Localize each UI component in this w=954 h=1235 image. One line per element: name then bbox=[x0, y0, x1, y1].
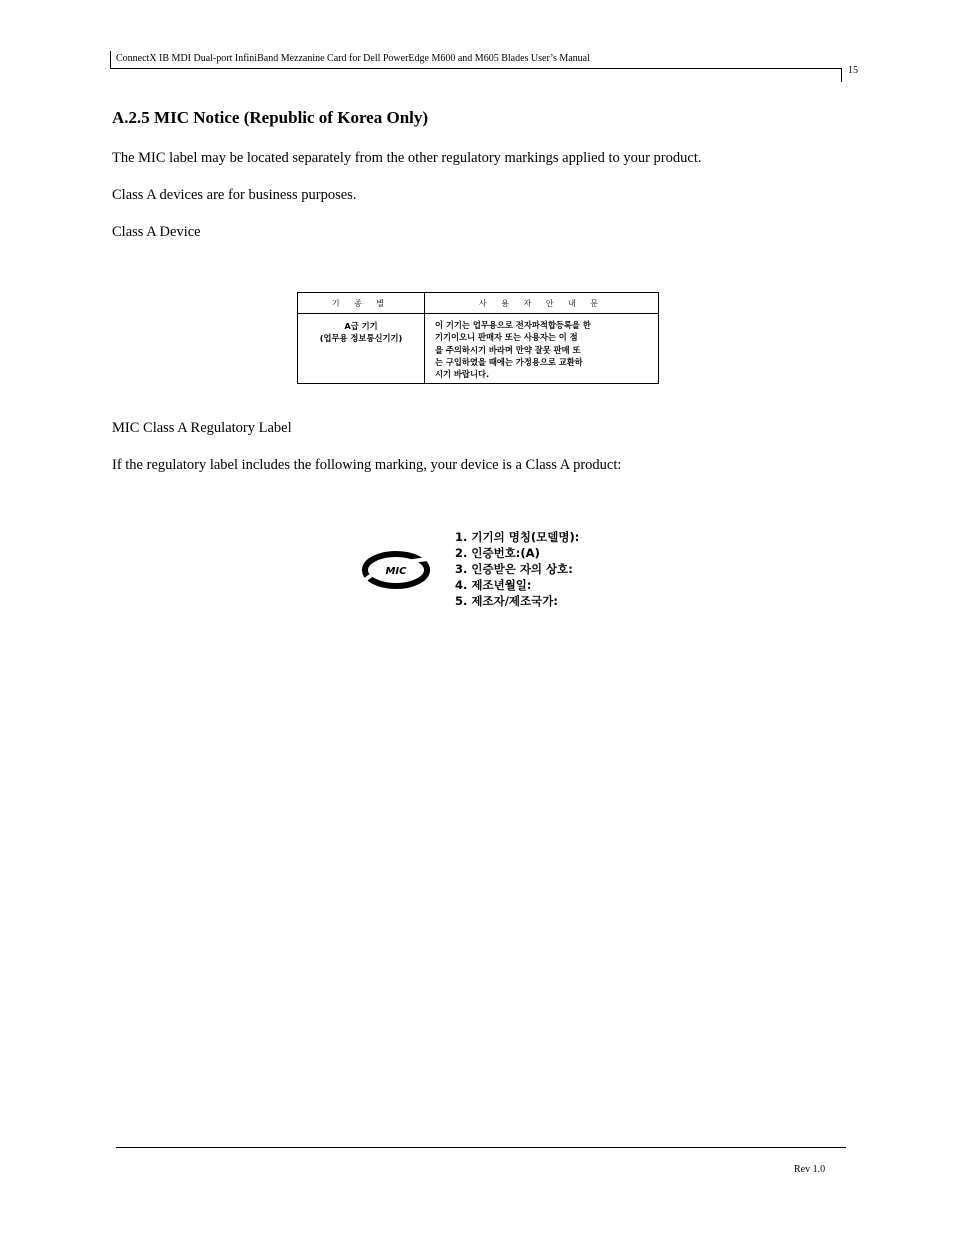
device-class-line: A급 기기 bbox=[344, 321, 378, 331]
list-item: 4. 제조년월일: bbox=[455, 578, 532, 592]
list-item: 3. 인증받은 자의 상호: bbox=[455, 562, 573, 576]
paragraph-class-a-purpose: Class A devices are for business purposes. bbox=[112, 187, 357, 203]
footer-revision: Rev 1.0 bbox=[794, 1164, 826, 1175]
table-cell-user-notice bbox=[425, 314, 659, 384]
mic-label-list bbox=[455, 529, 579, 609]
list-item: 2. 인증번호:(A) bbox=[455, 546, 540, 560]
list-item: 5. 제조자/제조국가: bbox=[455, 594, 558, 608]
table-header-user-guide: 사 용 자 안 내 문 bbox=[425, 293, 659, 314]
table-cell-device-class bbox=[298, 314, 425, 384]
mic-logo-icon bbox=[362, 550, 430, 590]
class-a-notice-table bbox=[297, 292, 659, 384]
header-rule bbox=[110, 68, 842, 69]
notice-line: 기기이오니 판매자 또는 사용자는 이 점 bbox=[435, 332, 578, 343]
table-header-row bbox=[298, 293, 659, 314]
page-number: 15 bbox=[848, 65, 858, 76]
footer-rule bbox=[116, 1147, 846, 1148]
notice-line: 을 주의하시기 바라며 만약 잘못 판매 또 bbox=[435, 344, 581, 355]
table-row bbox=[298, 314, 659, 384]
paragraph-regulatory-label-title: MIC Class A Regulatory Label bbox=[112, 420, 292, 436]
header-vline-right bbox=[841, 68, 842, 82]
paragraph-mic-label-location: The MIC label may be located separately from the other regulatory markings applied to your product. bbox=[112, 150, 702, 166]
paragraph-class-a-device: Class A Device bbox=[112, 224, 201, 240]
notice-line: 시기 바랍니다. bbox=[435, 369, 490, 380]
device-class-subline: (업무용 정보통신기기) bbox=[319, 333, 403, 343]
paragraph-class-a-marking: If the regulatory label includes the following marking, your device is a Class A product: bbox=[112, 457, 622, 473]
notice-line: 는 구입하였을 때에는 가정용으로 교환하 bbox=[435, 356, 583, 367]
header-vline-left bbox=[110, 51, 111, 68]
section-heading: A.2.5 MIC Notice (Republic of Korea Only) bbox=[112, 108, 429, 127]
mic-logo-text: MIC bbox=[385, 566, 407, 577]
list-item: 1. 기기의 명칭(모델명): bbox=[455, 530, 580, 544]
running-header: ConnectX IB MDI Dual-port InfiniBand Mezzanine Card for Dell PowerEdge M600 and M605 Blades User’s Manual bbox=[116, 53, 590, 64]
table-header-device-type: 기 종 별 bbox=[298, 293, 425, 314]
notice-line: 이 기기는 업무용으로 전자파적합등록을 한 bbox=[435, 320, 591, 330]
